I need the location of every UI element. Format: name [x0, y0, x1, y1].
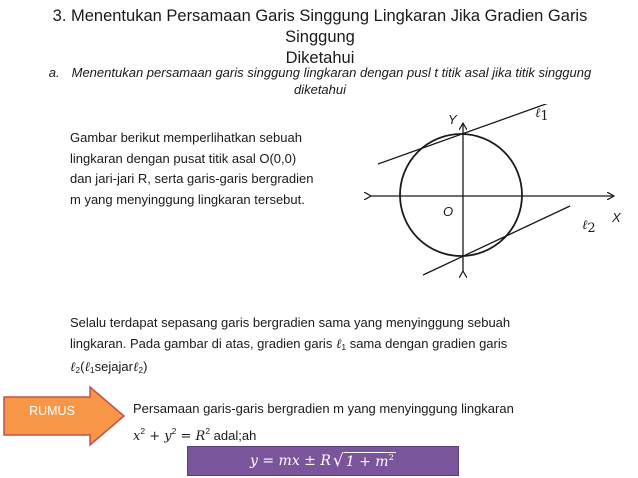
paragraph2-line-2-pre: lingkaran. Pada gambar di atas, gradien garis — [70, 335, 336, 351]
paren-open: ( — [80, 359, 85, 374]
sejajar-text: sejajar — [94, 359, 133, 374]
figure-description — [70, 128, 360, 210]
eq-exp: 2 — [205, 426, 211, 436]
eq-R: R — [195, 429, 206, 444]
eq-plus: + — [145, 429, 165, 444]
origin-label: O — [443, 204, 454, 219]
formula-radicand — [344, 452, 396, 470]
ell-sub: 2 — [138, 365, 144, 375]
line-2-label — [582, 218, 596, 236]
eq-equals: = — [176, 429, 196, 444]
radicand-pre: 1 + m — [345, 454, 389, 470]
eq-exp: 2 — [171, 426, 177, 436]
line-1-sub: 1 — [540, 109, 549, 124]
subtitle-marker: a. — [48, 65, 60, 80]
eq-y: y — [164, 429, 172, 444]
parallel-lines-paragraph — [70, 313, 590, 381]
paragraph2-line-3 — [70, 357, 590, 381]
y-axis-label: Y — [448, 112, 457, 127]
title-line-1: 3. Menentukan Persamaan Garis Singgung Lingkaran Jika Gradien Garis Singgung — [52, 7, 588, 46]
subtitle-line-1: Menentukan persamaan garis singgung lingkaran dengan pusl t titik asal jika titik singgung — [71, 65, 592, 80]
paren-close: ) — [143, 359, 148, 374]
ell-symbol: ℓ — [132, 360, 139, 375]
subtitle-line-2: diketahui — [293, 82, 347, 97]
circle-equation — [133, 420, 514, 448]
rumus-line-1: Persamaan garis-garis bergradien m yang menyinggung lingkaran — [133, 401, 514, 416]
ell-sub: 1 — [341, 341, 347, 352]
description-line-3: dan jari-jari R, serta garis-garis bergradien — [70, 171, 314, 186]
eq-exp: 2 — [140, 426, 146, 436]
description-line-4: m yang menyinggung lingkaran tersebut. — [70, 191, 305, 207]
description-line-2: lingkaran dengan pusat titik asal O(0,0) — [70, 150, 297, 166]
section-subtitle — [10, 64, 630, 98]
tangent-line-1 — [378, 104, 585, 164]
paragraph2-line-2-post: sama dengan gradien garis — [346, 335, 508, 351]
eq-tail: adal;ah — [210, 428, 257, 443]
ell-symbol: ℓ — [84, 360, 90, 375]
tangent-formula-box — [187, 446, 459, 476]
ell-symbol: ℓ — [335, 336, 342, 352]
subtitle-line-1-wrap — [10, 64, 630, 81]
eq-x: x — [133, 429, 141, 444]
paragraph2-line-1: Selalu terdapat sepasang garis bergradien sama yang menyinggung sebuah — [70, 315, 511, 330]
line-1-symbol: ℓ — [535, 106, 541, 121]
paragraph2-line-2 — [70, 334, 590, 358]
ell-symbol: ℓ — [70, 360, 76, 375]
line-2-symbol: ℓ — [582, 218, 588, 233]
rumus-label: RUMUS — [29, 404, 75, 418]
description-line-1: Gambar berikut memperlihatkan sebuah — [70, 130, 302, 145]
circle-tangent-figure — [360, 104, 630, 284]
ell-sub: 2 — [75, 365, 81, 375]
x-axis-label: X — [612, 210, 621, 225]
slide-title — [20, 6, 620, 69]
line-1-label — [535, 106, 549, 124]
radicand-exp: 2 — [388, 453, 394, 463]
rumus-description — [133, 398, 514, 448]
sqrt-icon: √ — [332, 451, 344, 471]
ell-sub: 1 — [89, 365, 95, 375]
line-2-sub: 2 — [587, 221, 596, 236]
formula-lhs: y = mx ± R — [250, 453, 331, 469]
title-line-2: Diketahui — [285, 49, 355, 67]
